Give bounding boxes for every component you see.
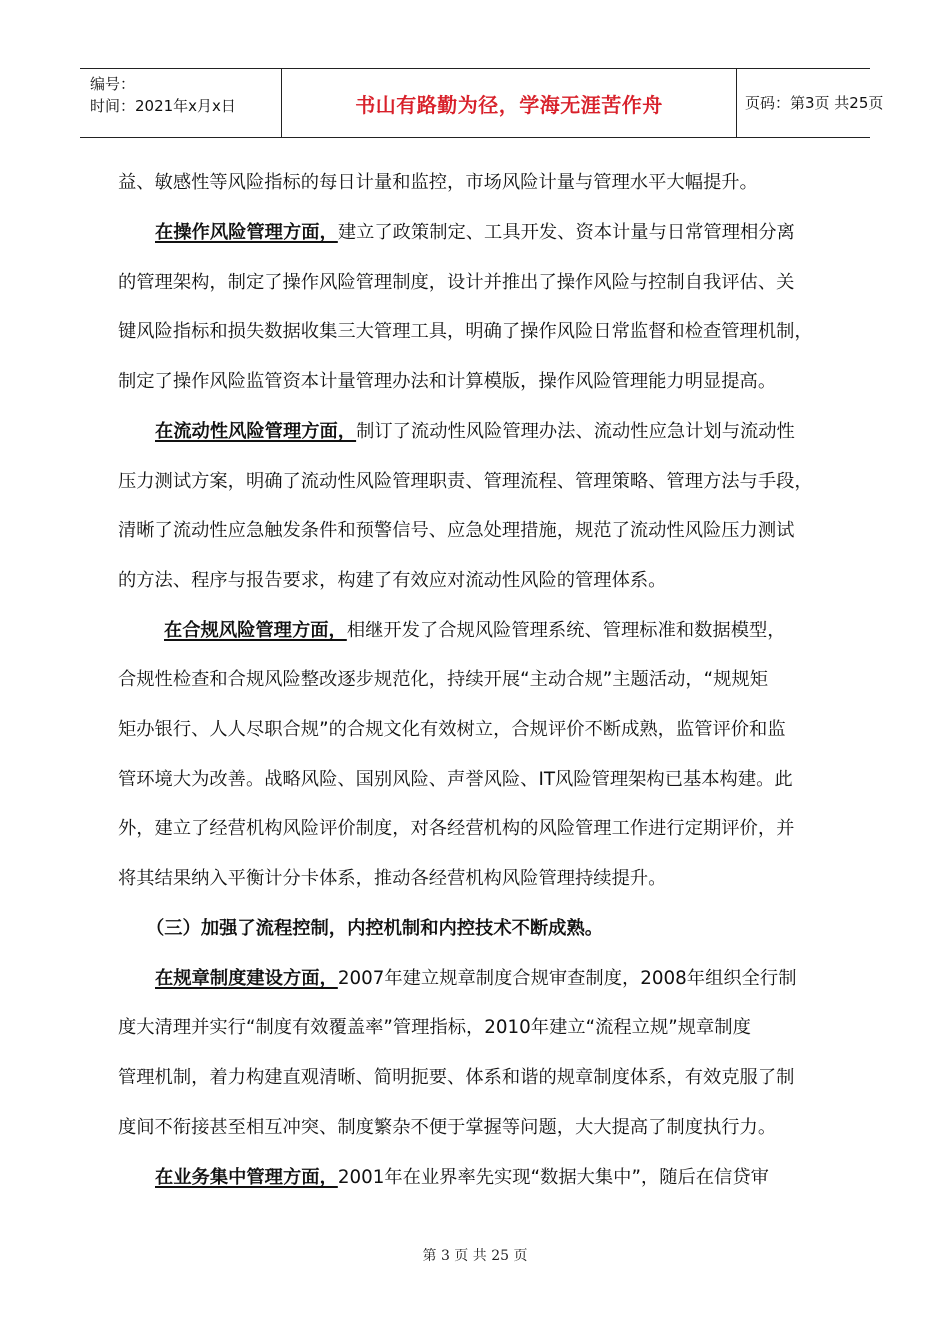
header-motto: 书山有路勤为径，学海无涯苦作舟 — [355, 93, 663, 117]
text-span: 相继开发了合规风险管理系统、管理标准和数据模型， — [346, 620, 786, 641]
section-heading: （三）加强了流程控制，内控机制和内控技术不断成熟。 — [146, 918, 604, 939]
text-span: 建立了政策制定、工具开发、资本计量与日常管理相分离 — [337, 222, 795, 243]
paragraph-heading: 在操作风险管理方面， — [155, 222, 338, 243]
text-line: 合规性检查和合规风险整改逐步规范化，持续开展“主动合规”主题活动，“规规矩 — [118, 669, 768, 690]
text-line: 清晰了流动性应急触发条件和预警信号、应急处理措施，规范了流动性风险压力测试 — [118, 520, 795, 541]
text-line: 的管理架构，制定了操作风险管理制度，设计并推出了操作风险与控制自我评估、关 — [118, 272, 795, 293]
text-line: 度间不衔接甚至相互冲突、制度繁杂不便于掌握等问题，大大提高了制度执行力。 — [118, 1117, 777, 1138]
doc-number-label: 编号： — [90, 75, 136, 93]
paragraph-line — [155, 964, 797, 994]
text-line: 将其结果纳入平衡计分卡体系，推动各经营机构风险管理持续提升。 — [118, 868, 667, 889]
header-info — [80, 69, 281, 137]
text-line: 键风险指标和损失数据收集三大管理工具，明确了操作风险日常监督和检查管理机制， — [118, 321, 813, 342]
text-line: 益、敏感性等风险指标的每日计量和监控，市场风险计量与管理水平大幅提升。 — [118, 172, 758, 193]
text-line: 管理机制，着力构建直观清晰、简明扼要、体系和谐的规章制度体系，有效克服了制 — [118, 1067, 795, 1088]
text-span: 制订了流动性风险管理办法、流动性应急计划与流动性 — [356, 421, 795, 442]
doc-date-label: 时间：2021年x月x日 — [90, 97, 236, 115]
page-header — [80, 68, 884, 138]
header-motto-cell — [281, 69, 737, 137]
paragraph-heading: 在合规风险管理方面， — [164, 620, 347, 641]
text-span: 2001年在业界率先实现“数据大集中”，随后在信贷审 — [337, 1167, 769, 1188]
paragraph-heading: 在规章制度建设方面， — [155, 968, 338, 989]
page-footer: 第 3 页 共 25 页 — [422, 1248, 528, 1264]
text-line: 矩办银行、人人尽职合规”的合规文化有效树立，合规评价不断成熟，监管评价和监 — [118, 719, 786, 740]
text-line: 管环境大为改善。战略风险、国别风险、声誉风险、IT风险管理架构已基本构建。此 — [118, 769, 793, 790]
text-line: 度大清理并实行“制度有效覆盖率”管理指标，2010年建立“流程立规”规章制度 — [118, 1017, 751, 1038]
header-page-number: 页码：第3页 共25页 — [745, 94, 884, 112]
text-line: 的方法、程序与报告要求，构建了有效应对流动性风险的管理体系。 — [118, 570, 667, 591]
text-line: 制定了操作风险监管资本计量管理办法和计算模版，操作风险管理能力明显提高。 — [118, 371, 777, 392]
text-span: 2007年建立规章制度合规审查制度，2008年组织全行制 — [337, 968, 797, 989]
paragraph-line — [155, 1163, 769, 1193]
text-line: 外，建立了经营机构风险评价制度，对各经营机构的风险管理工作进行定期评价，并 — [118, 818, 795, 839]
paragraph-heading: 在业务集中管理方面， — [155, 1167, 338, 1188]
paragraph-line — [155, 218, 795, 248]
paragraph-line — [164, 616, 786, 646]
text-line: 压力测试方案，明确了流动性风险管理职责、管理流程、管理策略、管理方法与手段， — [118, 471, 813, 492]
paragraph-line — [155, 417, 795, 447]
paragraph-heading: 在流动性风险管理方面， — [155, 421, 357, 442]
